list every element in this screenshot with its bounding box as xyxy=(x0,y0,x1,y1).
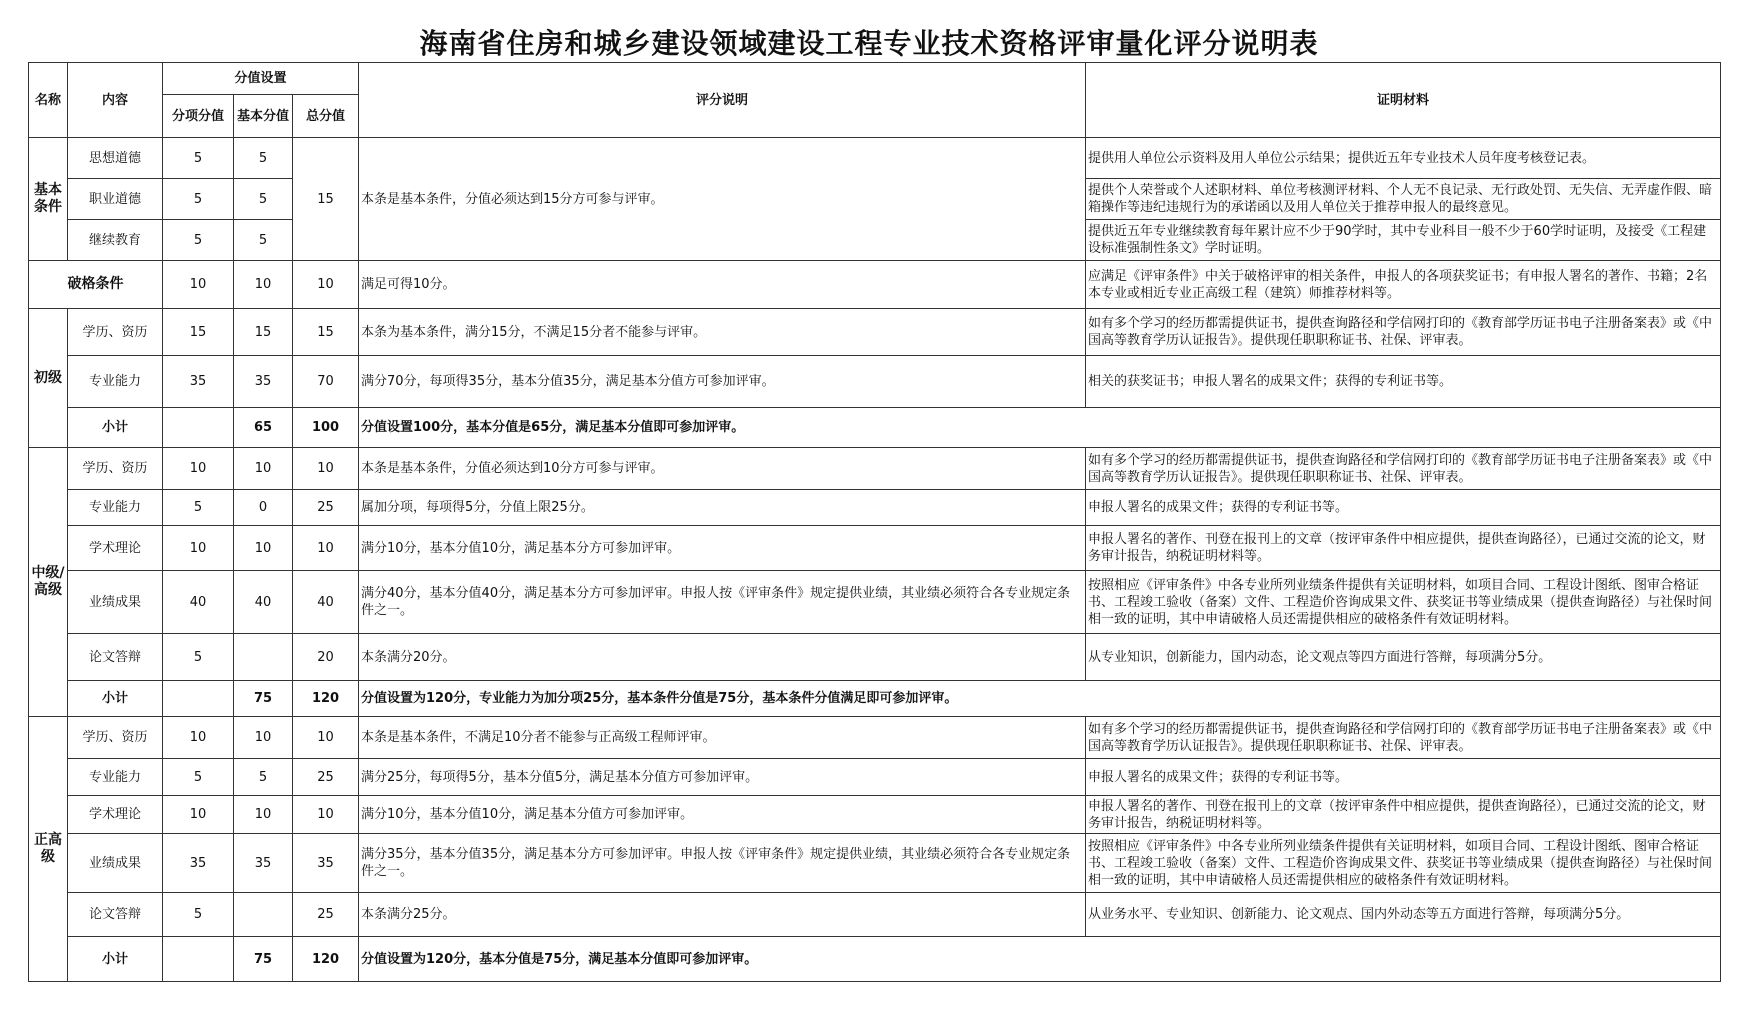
row-evidence: 申报人署名的成果文件；获得的专利证书等。 xyxy=(1086,490,1721,526)
row-base-score: 5 xyxy=(234,759,293,796)
row-item-score: 5 xyxy=(163,179,234,220)
row-item-score: 10 xyxy=(163,796,234,834)
row-total-score: 20 xyxy=(293,634,359,681)
row-evidence: 申报人署名的著作、刊登在报刊上的文章（按评审条件中相应提供，提供查询路径），已通过交流的论文，财务审计报告，纳税证明材料等。 xyxy=(1086,796,1721,834)
subtotal-row xyxy=(29,937,1721,982)
subtotal-total-score: 120 xyxy=(293,681,359,717)
row-base-score: 5 xyxy=(234,220,293,261)
subtotal-item-score xyxy=(163,408,234,448)
row-item-score: 15 xyxy=(163,309,234,356)
group-breakthrough: 破格条件 xyxy=(29,261,163,309)
header-explanation: 评分说明 xyxy=(359,63,1086,138)
table-row xyxy=(29,759,1721,796)
row-base-score xyxy=(234,893,293,937)
row-item-score: 10 xyxy=(163,526,234,571)
table-row xyxy=(29,309,1721,356)
table-row xyxy=(29,261,1721,309)
header-total-score: 总分值 xyxy=(293,95,359,138)
row-base-score: 5 xyxy=(234,179,293,220)
row-content: 学术理论 xyxy=(68,796,163,834)
row-explanation: 满分10分，基本分值10分，满足基本分方可参加评审。 xyxy=(359,526,1086,571)
row-item-score: 5 xyxy=(163,490,234,526)
row-item-score: 5 xyxy=(163,893,234,937)
row-item-score: 35 xyxy=(163,834,234,893)
row-content: 学历、资历 xyxy=(68,309,163,356)
row-content: 职业道德 xyxy=(68,179,163,220)
row-total-score: 35 xyxy=(293,834,359,893)
row-content: 继续教育 xyxy=(68,220,163,261)
row-total-score: 15 xyxy=(293,309,359,356)
row-evidence: 如有多个学习的经历都需提供证书，提供查询路径和学信网打印的《教育部学历证书电子注册备案表》或《中国高等教育学历认证报告》。提供现任职职称证书、社保、评审表。 xyxy=(1086,448,1721,490)
table-row xyxy=(29,717,1721,759)
header-evidence: 证明材料 xyxy=(1086,63,1721,138)
row-explanation: 本条满分20分。 xyxy=(359,634,1086,681)
row-evidence: 应满足《评审条件》中关于破格评审的相关条件，申报人的各项获奖证书；有申报人署名的著作、书籍；2名本专业或相近专业正高级工程（建筑）师推荐材料等。 xyxy=(1086,261,1721,309)
row-explanation: 满分40分，基本分值40分，满足基本分方可参加评审。申报人按《评审条件》规定提供业绩，其业绩必须符合各专业规定条件之一。 xyxy=(359,571,1086,634)
subtotal-base-score: 65 xyxy=(234,408,293,448)
row-item-score: 5 xyxy=(163,138,234,179)
subtotal-item-score xyxy=(163,937,234,982)
subtotal-row xyxy=(29,408,1721,448)
row-explanation: 本条是基本条件，分值必须达到15分方可参与评审。 xyxy=(359,138,1086,261)
row-content: 学历、资历 xyxy=(68,717,163,759)
row-item-score: 10 xyxy=(163,261,234,309)
row-base-score: 10 xyxy=(234,261,293,309)
subtotal-explanation: 分值设置100分，基本分值是65分，满足基本分值即可参加评审。 xyxy=(359,408,1721,448)
row-evidence: 从专业知识，创新能力，国内动态，论文观点等四方面进行答辩，每项满分5分。 xyxy=(1086,634,1721,681)
table-row xyxy=(29,634,1721,681)
row-base-score: 35 xyxy=(234,356,293,408)
row-item-score: 5 xyxy=(163,220,234,261)
row-item-score: 5 xyxy=(163,634,234,681)
row-total-score: 10 xyxy=(293,261,359,309)
row-total-score: 10 xyxy=(293,448,359,490)
row-base-score: 40 xyxy=(234,571,293,634)
row-item-score: 10 xyxy=(163,448,234,490)
header-score-setting: 分值设置 xyxy=(163,63,359,95)
row-base-score: 0 xyxy=(234,490,293,526)
table-row xyxy=(29,448,1721,490)
row-total-score: 10 xyxy=(293,717,359,759)
subtotal-label: 小计 xyxy=(68,408,163,448)
row-content: 业绩成果 xyxy=(68,834,163,893)
row-item-score: 5 xyxy=(163,759,234,796)
row-explanation: 本条为基本条件，满分15分，不满足15分者不能参与评审。 xyxy=(359,309,1086,356)
row-evidence: 按照相应《评审条件》中各专业所列业绩条件提供有关证明材料，如项目合同、工程设计图纸、图审合格证书、工程竣工验收（备案）文件、工程造价咨询成果文件、获奖证书等业绩成果（提供查询路径）与社保时间相一致的证明，其中申请破格人员还需提供相应的破格条件有效证明材料。 xyxy=(1086,571,1721,634)
row-base-score: 10 xyxy=(234,796,293,834)
row-item-score: 35 xyxy=(163,356,234,408)
row-total-score: 25 xyxy=(293,759,359,796)
subtotal-row xyxy=(29,681,1721,717)
row-base-score: 10 xyxy=(234,448,293,490)
subtotal-base-score: 75 xyxy=(234,937,293,982)
subtotal-item-score xyxy=(163,681,234,717)
row-evidence: 申报人署名的成果文件；获得的专利证书等。 xyxy=(1086,759,1721,796)
row-evidence: 申报人署名的著作、刊登在报刊上的文章（按评审条件中相应提供，提供查询路径），已通过交流的论文，财务审计报告，纳税证明材料等。 xyxy=(1086,526,1721,571)
table-row xyxy=(29,490,1721,526)
row-content: 专业能力 xyxy=(68,356,163,408)
subtotal-label: 小计 xyxy=(68,937,163,982)
row-total-score: 25 xyxy=(293,490,359,526)
row-evidence: 相关的获奖证书；申报人署名的成果文件；获得的专利证书等。 xyxy=(1086,356,1721,408)
row-explanation: 本条满分25分。 xyxy=(359,893,1086,937)
table-row xyxy=(29,834,1721,893)
subtotal-explanation: 分值设置为120分，专业能力为加分项25分，基本条件分值是75分，基本条件分值满足即可参加评审。 xyxy=(359,681,1721,717)
scoring-table xyxy=(28,62,1721,982)
row-total-score: 70 xyxy=(293,356,359,408)
row-evidence: 如有多个学习的经历都需提供证书，提供查询路径和学信网打印的《教育部学历证书电子注册备案表》或《中国高等教育学历认证报告》。提供现任职职称证书、社保、评审表。 xyxy=(1086,717,1721,759)
table-row xyxy=(29,138,1721,179)
header-row-1 xyxy=(29,63,1721,95)
row-total-score: 40 xyxy=(293,571,359,634)
row-evidence: 提供用人单位公示资料及用人单位公示结果；提供近五年专业技术人员年度考核登记表。 xyxy=(1086,138,1721,179)
document-title: 海南省住房和城乡建设领域建设工程专业技术资格评审量化评分说明表 xyxy=(419,27,1319,60)
row-evidence: 如有多个学习的经历都需提供证书，提供查询路径和学信网打印的《教育部学历证书电子注册备案表》或《中国高等教育学历认证报告》。提供现任职职称证书、社保、评审表。 xyxy=(1086,309,1721,356)
group-junior: 初级 xyxy=(29,309,68,448)
table-row xyxy=(29,356,1721,408)
row-evidence: 提供个人荣誉或个人述职材料、单位考核测评材料、个人无不良记录、无行政处罚、无失信、无弄虚作假、暗箱操作等违纪违规行为的承诺函以及用人单位关于推荐申报人的最终意见。 xyxy=(1086,179,1721,220)
table-row xyxy=(29,526,1721,571)
row-explanation: 本条是基本条件，不满足10分者不能参与正高级工程师评审。 xyxy=(359,717,1086,759)
row-total-score: 10 xyxy=(293,796,359,834)
group-basic: 基本条件 xyxy=(29,138,68,261)
row-evidence: 从业务水平、专业知识、创新能力、论文观点、国内外动态等五方面进行答辩，每项满分5分。 xyxy=(1086,893,1721,937)
row-item-score: 40 xyxy=(163,571,234,634)
row-explanation: 属加分项，每项得5分，分值上限25分。 xyxy=(359,490,1086,526)
header-base-score: 基本分值 xyxy=(234,95,293,138)
row-total-score: 10 xyxy=(293,526,359,571)
row-base-score: 10 xyxy=(234,526,293,571)
row-content: 业绩成果 xyxy=(68,571,163,634)
row-content: 论文答辩 xyxy=(68,893,163,937)
row-evidence: 按照相应《评审条件》中各专业所列业绩条件提供有关证明材料，如项目合同、工程设计图纸、图审合格证书、工程竣工验收（备案）文件、工程造价咨询成果文件、获奖证书等业绩成果（提供查询路径）与社保时间相一致的证明，其中申请破格人员还需提供相应的破格条件有效证明材料。 xyxy=(1086,834,1721,893)
row-explanation: 满分25分，每项得5分，基本分值5分，满足基本分值方可参加评审。 xyxy=(359,759,1086,796)
row-base-score: 15 xyxy=(234,309,293,356)
subtotal-total-score: 100 xyxy=(293,408,359,448)
row-base-score: 35 xyxy=(234,834,293,893)
row-explanation: 满足可得10分。 xyxy=(359,261,1086,309)
row-content: 学术理论 xyxy=(68,526,163,571)
row-explanation: 满分35分，基本分值35分，满足基本分方可参加评审。申报人按《评审条件》规定提供业绩，其业绩必须符合各专业规定条件之一。 xyxy=(359,834,1086,893)
subtotal-label: 小计 xyxy=(68,681,163,717)
row-content: 学历、资历 xyxy=(68,448,163,490)
row-total-score: 15 xyxy=(293,138,359,261)
group-middle: 中级/高级 xyxy=(29,448,68,717)
table-row xyxy=(29,893,1721,937)
row-content: 专业能力 xyxy=(68,759,163,796)
header-item-score: 分项分值 xyxy=(163,95,234,138)
table-row xyxy=(29,796,1721,834)
row-base-score: 10 xyxy=(234,717,293,759)
header-content: 内容 xyxy=(68,63,163,138)
row-content: 专业能力 xyxy=(68,490,163,526)
row-item-score: 10 xyxy=(163,717,234,759)
row-content: 论文答辩 xyxy=(68,634,163,681)
subtotal-total-score: 120 xyxy=(293,937,359,982)
subtotal-explanation: 分值设置为120分，基本分值是75分，满足基本分值即可参加评审。 xyxy=(359,937,1721,982)
row-evidence: 提供近五年专业继续教育每年累计应不少于90学时，其中专业科目一般不少于60学时证明，及接受《工程建设标准强制性条文》学时证明。 xyxy=(1086,220,1721,261)
subtotal-base-score: 75 xyxy=(234,681,293,717)
row-base-score xyxy=(234,634,293,681)
row-content: 思想道德 xyxy=(68,138,163,179)
row-explanation: 本条是基本条件，分值必须达到10分方可参与评审。 xyxy=(359,448,1086,490)
row-base-score: 5 xyxy=(234,138,293,179)
header-name: 名称 xyxy=(29,63,68,138)
row-total-score: 25 xyxy=(293,893,359,937)
row-explanation: 满分70分，每项得35分，基本分值35分，满足基本分值方可参加评审。 xyxy=(359,356,1086,408)
table-row xyxy=(29,571,1721,634)
row-explanation: 满分10分，基本分值10分，满足基本分值方可参加评审。 xyxy=(359,796,1086,834)
group-senior: 正高级 xyxy=(29,717,68,982)
